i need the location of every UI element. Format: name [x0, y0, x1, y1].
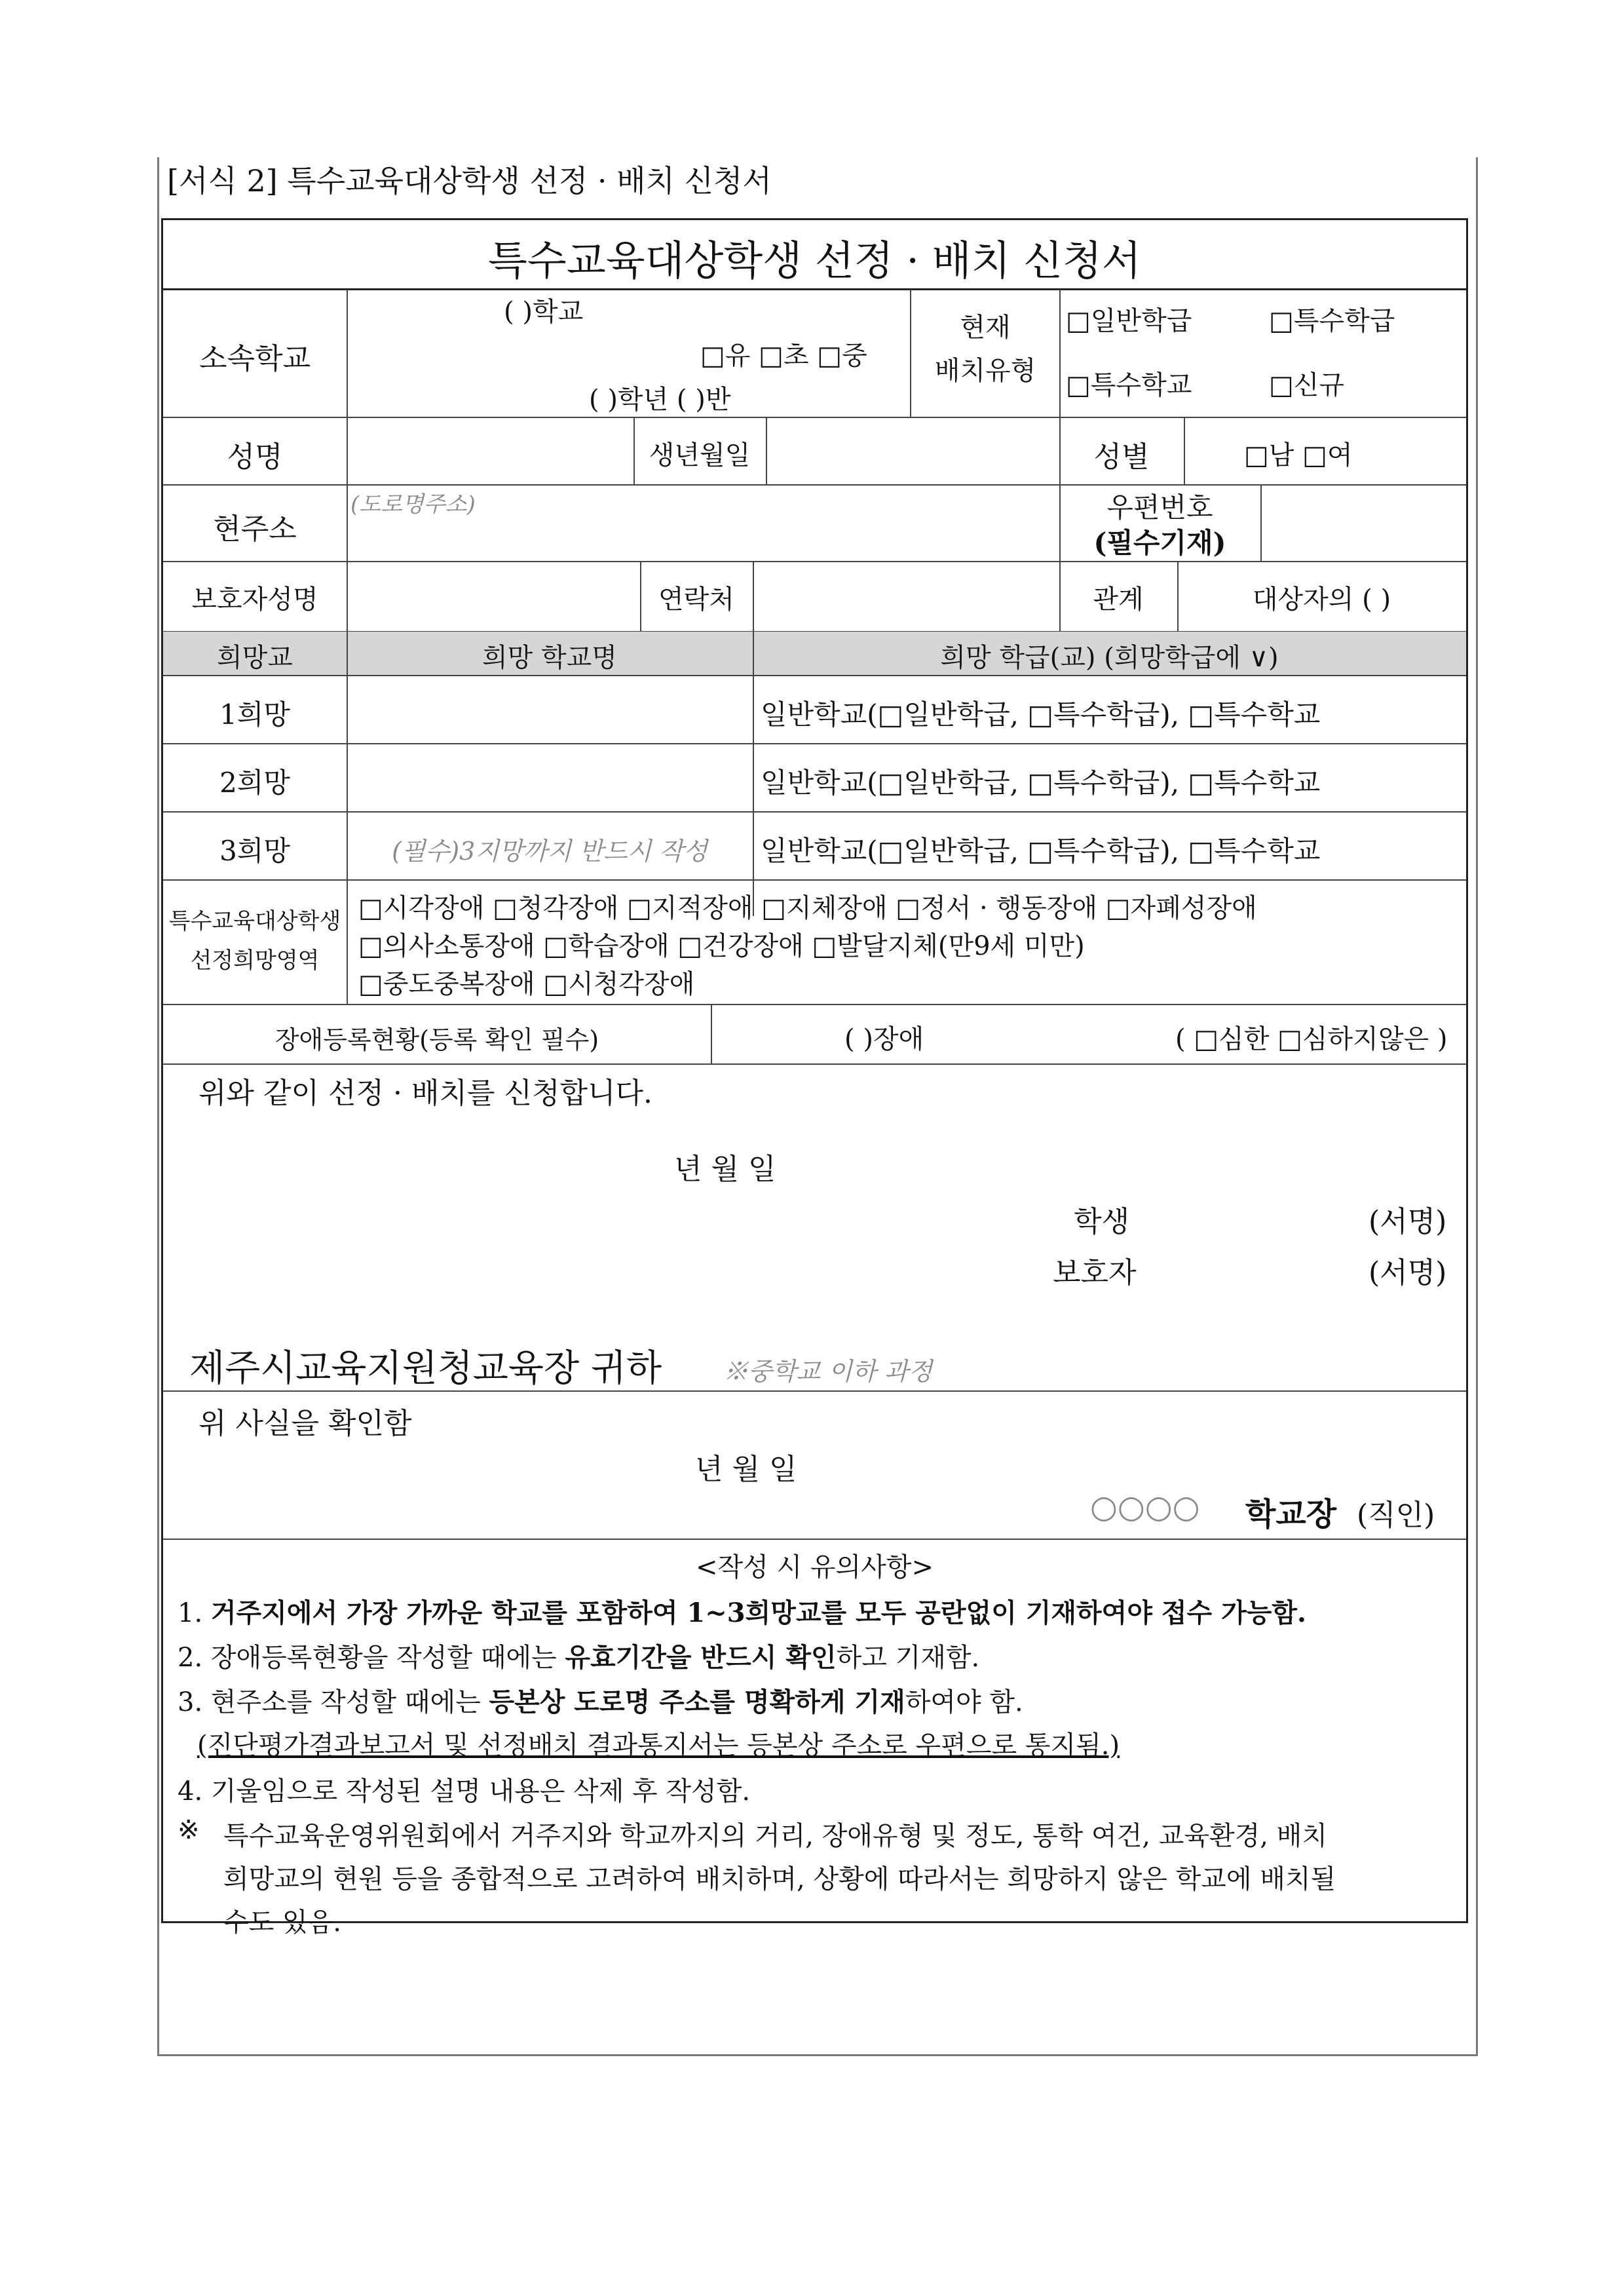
- hope-rank-2: 2희망: [219, 767, 290, 799]
- notes-title: <작성 시 유의사항>: [696, 1552, 934, 1582]
- placement-label-1: 현재: [960, 313, 1011, 343]
- application-date[interactable]: 년 월 일: [674, 1153, 776, 1186]
- birth-input[interactable]: [768, 419, 1058, 482]
- guardian-name-input[interactable]: [349, 564, 639, 629]
- relation-label: 관계: [1093, 584, 1144, 615]
- school-level-checkboxes[interactable]: □유 □초 □중: [700, 341, 867, 371]
- hope-school-input-2[interactable]: [349, 746, 750, 809]
- note-4: 4. 기울임으로 작성된 설명 내용은 삭제 후 작성함.: [178, 1776, 751, 1807]
- note-5-mark: ※: [178, 1815, 200, 1845]
- placement-new-checkbox[interactable]: □신규: [1269, 370, 1345, 400]
- hope-school-input-3[interactable]: (필수)3지망까지 반드시 작성: [392, 837, 708, 866]
- confirmation-date[interactable]: 년 월 일: [695, 1453, 797, 1486]
- name-label: 성명: [227, 440, 283, 474]
- postal-required-label: (필수기재): [1093, 527, 1226, 559]
- placement-special-school-checkbox[interactable]: □특수학교: [1066, 370, 1192, 400]
- note-3-detail: (진단평가결과보고서 및 선정배치 결과통지서는 등본상 주소로 우편으로 통지됨.): [197, 1731, 1120, 1761]
- note-2: 2. 장애등록현황을 작성할 때에는 유효기간을 반드시 확인하고 기재함.: [178, 1642, 980, 1673]
- note-1: 1. 거주지에서 가장 가까운 학교를 포함하여 1~3희망교를 모두 공란없이 기재하여야 접수 가능함.: [178, 1598, 1306, 1628]
- confirmation-statement: 위 사실을 확인함: [198, 1407, 412, 1440]
- principal-label: 학교장: [1245, 1496, 1337, 1533]
- birth-label: 생년월일: [649, 440, 751, 470]
- registration-type-field[interactable]: ( )장애: [844, 1024, 924, 1054]
- note-5-line-1: 특수교육운영위원회에서 거주지와 학교까지의 거리, 장애유형 및 정도, 통학 여건, 교육환경, 배치: [223, 1821, 1327, 1851]
- principal-school-placeholder[interactable]: ○○○○: [1090, 1489, 1200, 1525]
- area-options-line-1[interactable]: □시각장애 □청각장애 □지적장애 □지체장애 □정서 · 행동장애 □자폐성장애: [358, 893, 1257, 923]
- postal-input[interactable]: [1263, 487, 1463, 559]
- application-form: [161, 218, 1468, 1938]
- area-label-1: 특수교육대상학생: [168, 908, 341, 934]
- note-3: 3. 현주소를 작성할 때에는 등본상 도로명 주소를 명확하게 기재하여야 함.: [178, 1687, 1023, 1717]
- addressee: 제주시교육지원청교육장 귀하: [189, 1347, 662, 1390]
- contact-input[interactable]: [755, 564, 1058, 629]
- hope-rank-header: 희망교: [217, 643, 293, 673]
- name-input[interactable]: [349, 419, 632, 482]
- placement-label-2: 배치유형: [934, 356, 1036, 386]
- hope-class-options-3[interactable]: 일반학교(□일반학급, □특수학급), □특수학교: [761, 835, 1321, 867]
- sex-label: 성별: [1093, 440, 1150, 474]
- registration-label: 장애등록현황(등록 확인 필수): [274, 1025, 599, 1054]
- hope-school-header: 희망 학교명: [482, 643, 617, 673]
- form-number-label: [서식 2] 특수교육대상학생 선정 · 배치 신청서: [167, 163, 772, 199]
- hope-class-options-1[interactable]: 일반학교(□일반학급, □특수학급), □특수학교: [761, 698, 1321, 731]
- student-signature[interactable]: (서명): [1369, 1205, 1447, 1238]
- principal-seal[interactable]: (직인): [1357, 1499, 1435, 1532]
- note-5-line-2: 희망교의 현원 등을 종합적으로 고려하여 배치하며, 상황에 따라서는 희망하지 않은 학교에 배치될: [223, 1864, 1336, 1894]
- area-label-2: 선정희망영역: [190, 947, 320, 974]
- addressee-note: ※중학교 이하 과정: [723, 1357, 933, 1386]
- school-name-field[interactable]: ( )학교: [504, 297, 584, 327]
- school-label: 소속학교: [198, 342, 311, 375]
- guardian-signature[interactable]: (서명): [1369, 1256, 1447, 1290]
- postal-label: 우편번호: [1106, 491, 1213, 524]
- registration-severity-checkboxes[interactable]: ( □심한 □심하지않은 ): [1175, 1024, 1448, 1054]
- application-statement: 위와 같이 선정 · 배치를 신청합니다.: [198, 1077, 652, 1110]
- grade-class-field[interactable]: ( )학년 ( )반: [589, 385, 731, 415]
- area-options-line-2[interactable]: □의사소통장애 □학습장애 □건강장애 □발달지체(만9세 미만): [358, 931, 1085, 961]
- guardian-sign-label: 보호자: [1053, 1256, 1137, 1290]
- hope-class-header: 희망 학급(교) (희망학급에 ∨): [940, 643, 1279, 673]
- relation-field[interactable]: 대상자의 ( ): [1252, 584, 1391, 615]
- address-input[interactable]: (도로명주소): [350, 491, 476, 518]
- contact-label: 연락처: [658, 584, 734, 615]
- area-options-line-3[interactable]: □중도중복장애 □시청각장애: [358, 969, 695, 999]
- student-label: 학생: [1074, 1205, 1130, 1238]
- placement-special-class-checkbox[interactable]: □특수학급: [1269, 306, 1395, 336]
- hope-school-input-1[interactable]: [349, 678, 750, 740]
- sex-checkboxes[interactable]: □남 □여: [1244, 440, 1353, 470]
- placement-general-class-checkbox[interactable]: □일반학급: [1066, 306, 1192, 336]
- guardian-name-label: 보호자성명: [191, 584, 318, 615]
- hope-class-options-2[interactable]: 일반학교(□일반학급, □특수학급), □특수학교: [761, 767, 1321, 799]
- form-title: 특수교육대상학생 선정 · 배치 신청서: [488, 237, 1141, 284]
- hope-rank-1: 1희망: [219, 698, 290, 731]
- note-5-line-3: 수도 있음.: [223, 1907, 341, 1938]
- address-label: 현주소: [213, 512, 297, 546]
- hope-rank-3: 3희망: [219, 835, 290, 867]
